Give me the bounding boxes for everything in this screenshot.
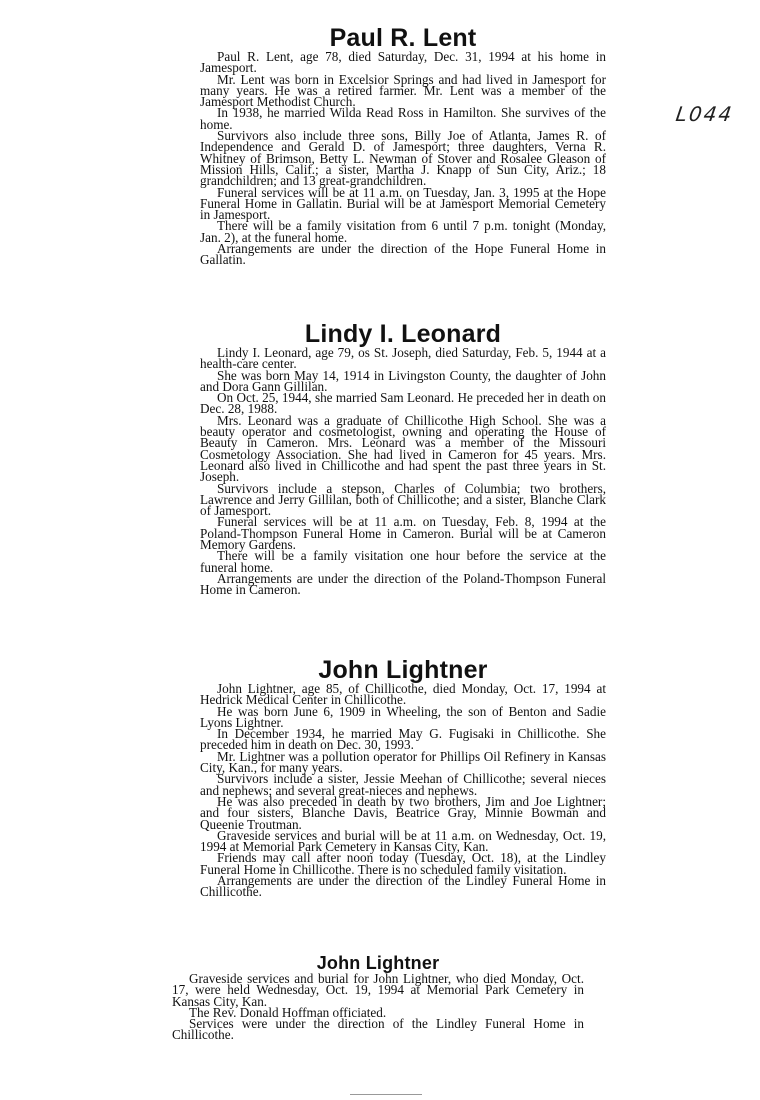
obituary-john-lightner (200, 657, 606, 898)
obituary-paragraph: He was born June 6, 1909 in Wheeling, the son of Benton and Sadie Lyons Lightner. (200, 703, 606, 730)
obituary-title: John Lightner (316, 953, 440, 973)
obituary-paragraph: Survivors include a sister, Jessie Meehan of Chillicothe; several nieces and nephews; and several great-nieces and nephews. (200, 771, 606, 798)
obituary-paragraph: Services were under the direction of the Lindley Funeral Home in Chillicothe. (172, 1016, 584, 1043)
obituary-body (200, 347, 606, 596)
obituary-paragraph: Arrangements are under the direction of the Hope Funeral Home in Gallatin. (200, 241, 606, 268)
obituary-paragraph: Arrangements are under the direction of the Poland-Thompson Funeral Home in Cameron. (200, 570, 606, 598)
obituary-title: Lindy I. Leonard (304, 320, 502, 348)
obituary-title: John Lightner (318, 656, 488, 684)
obituary-title: Paul R. Lent (329, 24, 477, 52)
bottom-divider (350, 1094, 422, 1095)
obituary-paragraph: John Lightner, age 85, of Chillicothe, died Monday, Oct. 17, 1994 at Hedrick Medical Center in Chillicothe. (200, 681, 606, 708)
obituary-paragraph: In 1938, he married Wilda Read Ross in Hamilton. She survives of the home. (200, 105, 606, 132)
obituary-paragraph: In December 1934, he married May G. Fugisaki in Chillicothe. She preceded him in death on Dec. 30, 1993. (200, 726, 606, 753)
obituary-paragraph: The Rev. Donald Hoffman officiated. (189, 1004, 387, 1020)
obituary-paragraph: She was born May 14, 1914 in Livingston County, the daughter of John and Dora Gann Gillilan. (200, 367, 606, 394)
obituary-body (200, 51, 606, 266)
obituary-paragraph: Survivors include a stepson, Charles of Columbia; two brothers, Lawrence and Jerry Gillilan, both of Chillicothe; and a sister, Blanche Clark of Jamesport. (200, 480, 606, 519)
obituary-paragraph: Lindy I. Leonard, age 79, os St. Joseph, died Saturday, Feb. 5, 1944 at a health-care center. (200, 345, 606, 372)
obituary-paragraph: Mr. Lent was born in Excelsior Springs and had lived in Jamesport for many years. He was a retired farmer. Mr. Lent was a member of the Jamesport Methodist Church. (200, 71, 606, 110)
obituary-paragraph: On Oct. 25, 1944, she married Sam Leonard. He preceded her in death on Dec. 28, 1988. (200, 390, 606, 417)
handwritten-annotation: L044 (674, 102, 736, 126)
obituary-lindy-leonard (200, 321, 606, 596)
obituary-paragraph: Graveside services and burial will be at 11 a.m. on Wednesday, Oct. 19, 1994 at Memorial Park Cemetery in Kansas City, Kan. (200, 827, 606, 855)
obituary-paul-lent (200, 25, 606, 266)
obituary-paragraph: Funeral services will be at 11 a.m. on Tuesday, Feb. 8, 1994 at the Poland-Thompson Funeral Home in Cameron. Burial will be at Cameron Memory Gardens. (200, 514, 606, 553)
obituary-paragraph: Survivors also include three sons, Billy Joe of Atlanta, James R. of Independence and Gerald D. of Jamesport; three daughters, Verna R. Whitney of Brimson, Betty L. Newman of Stover and Rosalee Gleason of Mission Hills, Calif.; a sister, Martha J. Knapp of Sun City, Ariz.; 18 grandchildren; and 13 great-grandchildren. (200, 128, 606, 189)
obituary-paragraph: Mrs. Leonard was a graduate of Chillicothe High School. She was a beauty operator and cosmetologist, owning and operating the House of Beauty in Cameron. Mrs. Leonard was a member of the Missouri Cosmetology Association. She had lived in Cameron for 45 years. Mrs. Leonard also lived in Chillicothe and had spent the past three years in St. Joseph. (200, 412, 606, 485)
obituary-paragraph: Friends may call after noon today (Tuesday, Oct. 18), at the Lindley Funeral Home in Chillicothe. There is no scheduled family visitation. (200, 850, 606, 877)
obituary-paragraph: Arrangements are under the direction of the Lindley Funeral Home in Chillicothe. (200, 873, 606, 900)
obituary-body (172, 973, 584, 1041)
notice-john-lightner-graveside (172, 953, 584, 1041)
obituary-paragraph: Mr. Lightner was a pollution operator for Phillips Oil Refinery in Kansas City, Kan., for many years. (200, 748, 606, 776)
obituary-body (200, 683, 606, 898)
obituary-paragraph: Graveside services and burial for John Lightner, who died Monday, Oct. 17, were held Wednesday, Oct. 19, 1994 at Memorial Park Cemetery in Kansas City, Kan. (172, 971, 584, 1009)
obituary-paragraph: There will be a family visitation one hour before the service at the funeral home. (200, 548, 606, 575)
obituary-paragraph: Paul R. Lent, age 78, died Saturday, Dec. 31, 1994 at his home in Jamesport. (200, 49, 606, 76)
obituary-paragraph: Funeral services will be at 11 a.m. on Tuesday, Jan. 3, 1995 at the Hope Funeral Home in Gallatin. Burial will be at Jamesport Memorial Cemetery in Jamesport. (200, 184, 606, 223)
obituary-paragraph: He was also preceded in death by two brothers, Jim and Joe Lightner; and four sisters, Blanche Davis, Beatrice Gray, Minnie Bowman and Queenie Troutman. (200, 793, 606, 832)
obituary-paragraph: There will be a family visitation from 6 until 7 p.m. tonight (Monday, Jan. 2), at the funeral home. (200, 218, 606, 245)
